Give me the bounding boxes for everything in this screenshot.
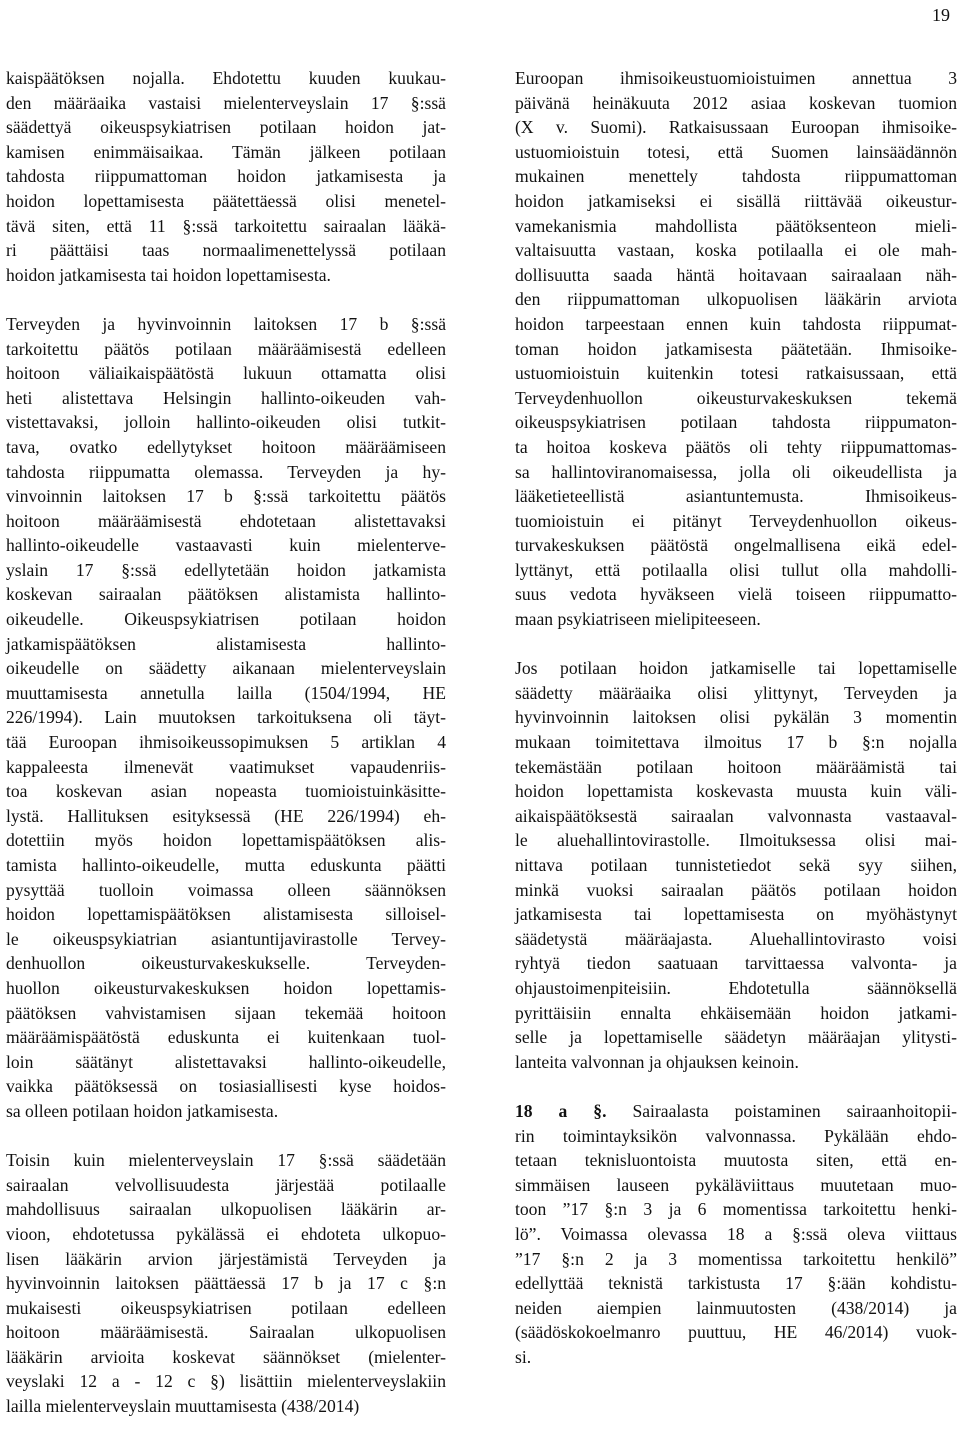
text-line: hoitoon määräämisestä. Sairaalan ulkopuolisen (6, 1322, 446, 1343)
text-line: toa koskevan asian nopeasta tuomioistuinkäsitte- (6, 781, 446, 802)
paragraph-gap (515, 1074, 957, 1099)
text-line: oikeudelle on säädetty aikanaan mielenterveyslain (6, 658, 446, 679)
text-line: hoidon jatkamisesta tai hoidon lopettamisesta. (6, 264, 331, 285)
text-line: tarkoitettu päätös potilaan määräämisestä edelleen (6, 338, 446, 359)
text-line: valtaisuutta vastaan, koska potilaalla ei ole mah- (515, 240, 957, 261)
text-line: dotettiin myös hoidon lopettamispäätöksen alis- (6, 830, 446, 851)
paragraph-gap (515, 632, 957, 657)
text-line: vinvoinnin laitoksen 17 b §:ssä tarkoitettu päätös (6, 486, 446, 507)
text-line: jatkamispäätöksen alistamisesta hallinto- (6, 633, 446, 654)
text-line: hoidon jatkamiseksi ei sisällä riittävää oikeustur- (515, 190, 957, 211)
text-line: hyvinvoinnin laitoksen päättäessä 17 b ja 17 c §:n (6, 1273, 446, 1294)
text-line: yslain 17 §:ssä edellytetään hoidon jatkamista (6, 559, 446, 580)
paragraph (6, 312, 446, 1124)
text-line: säädettyä oikeuspsykiatrisen potilaan hoidon jat- (6, 117, 446, 138)
text-line: le oikeuspsykiatrian asiantuntijavirastolle Tervey- (6, 928, 446, 949)
text-line: määräämispäätöstä eduskunta ei kuitenkaan tuol- (6, 1027, 446, 1048)
text-line: toon ”17 §:n 3 ja 6 momentissa tarkoitettu henki- (515, 1199, 957, 1220)
text-line: kaispäätöksen nojalla. Ehdotettu kuuden kuukau- (6, 68, 446, 88)
right-column (515, 66, 957, 1369)
text-line: tetaan teknisluontoista muutosta siten, että en- (515, 1150, 957, 1171)
text-line: Jos potilaan hoidon jatkamiselle tai lopettamiselle (515, 658, 957, 679)
text-line: lanteita valvonnan ja ohjauksen keinoin. (515, 1051, 799, 1072)
text-line: säädetystä määräajasta. Aluehallintovirasto voisi (515, 928, 957, 949)
text-line: mukainen menettely tahdosta riippumattoman (515, 166, 957, 187)
text-line: ta hoitoa koskeva päätös oli tehty riippumattomas- (515, 436, 957, 457)
text-line: muuttamisesta annetulla lailla (1504/1994, HE (6, 682, 446, 703)
text-line: päätöksen vahvistamisen sijaan tekemää hoitoon (6, 1002, 446, 1023)
text-line: den riippumattoman ulkopuolisen lääkärin arviota (515, 289, 957, 310)
section-heading-line (515, 1099, 957, 1124)
text-line: Terveydenhuollon oikeusturvakeskuksen tekemä (515, 387, 957, 408)
text-line: oikeuspsykiatrisen potilaan tahdosta riippumaton- (515, 412, 957, 433)
text-line: ustuomioistuin kuitenkin totesi ratkaisussaan, että (515, 363, 957, 384)
paragraph (6, 66, 446, 287)
text-line: tekemästään potilaan hoitoon määräämistä tai (515, 756, 957, 777)
text-line: toman hoidon jatkamisesta päätetään. Ihmisoike- (515, 338, 957, 359)
text-line: hoidon lopettamispäätöksen alistamisesta silloisel- (6, 904, 446, 925)
text-line: ri päättäisi taas normaalimenettelyssä potilaan (6, 240, 446, 261)
text-line: heti alistettava Helsingin hallinto-oikeuden vah- (6, 387, 446, 408)
text-line: kappaleesta ilmenevät vaatimukset vapaudenriis- (6, 756, 446, 777)
text-line: tää Euroopan ihmisoikeussopimuksen 5 artiklan 4 (6, 732, 446, 753)
text-line: Terveyden ja hyvinvoinnin laitoksen 17 b §:ssä (6, 313, 446, 334)
text-line: hoitoon määräämisestä ehdotetaan alistettavaksi (6, 510, 446, 531)
text-line: tahdosta riippumattoman hoidon jatkamisesta ja (6, 166, 446, 187)
text-line: (säädöskokoelmanro puuttuu, HE 46/2014) vuok- (515, 1322, 957, 1343)
text-line: loin säätänyt alistettavaksi hallinto-oikeudelle, (6, 1051, 446, 1072)
text-line: päivänä heinäkuuta 2012 asiaa koskevan tuomion (515, 92, 957, 113)
text-line: maan psykiatriseen mielipiteeseen. (515, 609, 761, 630)
text-line: sa olleen potilaan hoidon jatkamisesta. (6, 1100, 279, 1121)
text-line: tävä siten, että 11 §:ssä tarkoitettu sairaalan lääkä- (6, 215, 446, 236)
text-line: si. (515, 1346, 532, 1367)
text-line: suus vedota hyväkseen vielä toiseen riippumatto- (515, 584, 957, 605)
text-line: sa hallintoviranomaisessa, jolla oli oikeudellista ja (515, 461, 957, 482)
text-line: ohjaustoimenpiteisiin. Ehdotetulla säännöksellä (515, 977, 957, 998)
paragraph (515, 66, 957, 632)
text-line: simmäisen lauseen pykäläviittaus muutetaan muo- (515, 1174, 957, 1195)
text-line: mahdollisuus sairaalan ulkopuolisen lääkärin ar- (6, 1199, 446, 1220)
text-line: huollon oikeusturvakeskuksen hoidon lopettamis- (6, 977, 446, 998)
page-number: 19 (932, 5, 950, 25)
paragraph (515, 1099, 957, 1370)
paragraph-gap (6, 287, 446, 312)
text-line: 226/1994). Lain muutoksen tarkoituksena oli täyt- (6, 707, 446, 728)
text-line: dollisuutta saada häntä hoitavaan sairaalaan näh- (515, 264, 957, 285)
paragraph-gap (6, 1124, 446, 1149)
text-line: lääketieteellistä asiantuntemusta. Ihmisoikeus- (515, 486, 957, 507)
text-line: hyvinvoinnin laitoksen olisi pykälän 3 momentin (515, 707, 957, 728)
text-line: sairaalan velvollisuudesta järjestää potilaalle (6, 1174, 446, 1195)
text-line: rin toimintayksikön valvonnassa. Pykälään ehdo- (515, 1125, 957, 1146)
text-line: hoidon lopettamisesta päätettäessä olisi menetel- (6, 190, 446, 211)
text-line: koskevan sairaalan päätöksen alistamista hallinto- (6, 584, 446, 605)
section-number: 18 a §. (515, 1100, 607, 1121)
text-line: neiden aiempien lainmuutosten (438/2014) ja (515, 1297, 957, 1318)
text-line: mukaan toimitettava ilmoitus 17 b §:n nojalla (515, 732, 957, 753)
text-line: veyslaki 12 a - 12 c §) lisättiin mielenterveyslakiin (6, 1371, 446, 1392)
text-line: mukaisesti oikeuspsykiatrisen potilaan edelleen (6, 1297, 446, 1318)
text-line: pysyttää tuolloin voimassa olleen säännöksen (6, 879, 446, 900)
paragraph (515, 656, 957, 1074)
text-line: Toisin kuin mielenterveyslain 17 §:ssä säädetään (6, 1150, 446, 1171)
text-line: le aluehallintovirastolle. Ilmoituksessa olisi mai- (515, 830, 957, 851)
text-line: hallinto-oikeudelle vastaavasti kuin mielenterve- (6, 535, 446, 556)
text-line: lisen lääkärin arvion järjestämistä Terveyden ja (6, 1248, 446, 1269)
text-line: ryhtyä tiedon saatuaan tarvittaessa valvonta- ja (515, 953, 957, 974)
text-line: lö”. Voimassa olevassa 18 a §:ssä oleva viittaus (515, 1223, 957, 1244)
text-line: Euroopan ihmisoikeustuomioistuimen annettua 3 (515, 68, 957, 88)
text-line: lailla mielenterveyslain muuttamisesta (438/2014) (6, 1396, 360, 1417)
text-line: tuomioistuin ei pitänyt Terveydenhuollon oikeus- (515, 510, 957, 531)
text-line: vioon, ehdotetussa pykälässä ei ehdoteta ulkopuo- (6, 1223, 446, 1244)
text-line: tamista hallinto-oikeudelle, mutta eduskunta päätti (6, 855, 446, 875)
text-line: denhuollon oikeusturvakeskukselle. Terveyden- (6, 953, 446, 974)
text-line: oikeudelle. Oikeuspsykiatrisen potilaan hoidon (6, 609, 446, 630)
text-line: den määräaika vastaisi mielenterveyslain 17 §:ssä (6, 92, 446, 113)
left-column (6, 66, 446, 1419)
text-line: vaikka päätöksessä on tosiasiallisesti kyse hoidos- (6, 1076, 446, 1097)
text-line: tahdosta riippumatta olemassa. Terveyden ja hy- (6, 461, 446, 482)
text-line: vamekanismia mahdollista päätöksenteon mieli- (515, 215, 957, 236)
text-line: hoidon tarpeestaan ennen kuin tahdosta riippumat- (515, 313, 957, 334)
text-line: minkä vuoksi sairaalan päätös potilaan hoidon (515, 879, 957, 900)
text-line: lääkärin arvioita koskevat säännökset (mielenter- (6, 1346, 446, 1367)
text-line: (X v. Suomi). Ratkaisussaan Euroopan ihmisoike- (515, 117, 957, 138)
text-line: hoitoon väliaikaispäätöstä lukuun ottamatta olisi (6, 363, 446, 384)
text-line: nittava potilaan tunnistetiedot sekä syy siihen, (515, 855, 957, 875)
text-line: pyrittäisiin ennalta ehkäisemään hoidon jatkami- (515, 1002, 957, 1023)
text-line: aikaispäätöksestä sairaalan valvonnasta vastaaval- (515, 805, 957, 826)
section-title: Sairaalasta poistaminen sairaanhoitopii- (606, 1100, 957, 1121)
text-line: hoidon lopettamista koskevasta muusta kuin väli- (515, 781, 957, 802)
text-line: lystä. Hallituksen esityksessä (HE 226/1994) eh- (6, 805, 446, 826)
text-line: säädetty määräaika olisi ylittynyt, Terveyden ja (515, 682, 957, 703)
text-line: ”17 §:n 2 ja 3 momentissa tarkoitettu henkilö” (515, 1248, 957, 1269)
text-line: vistettavaksi, jolloin hallinto-oikeuden olisi tutkit- (6, 412, 446, 433)
text-line: kamisen enimmäisaikaa. Tämän jälkeen potilaan (6, 141, 446, 162)
text-line: edellyttää teknistä tarkistusta 17 §:ään kohdistu- (515, 1273, 957, 1294)
text-line: tava, ovatko edellytykset hoitoon määräämiseen (6, 436, 446, 457)
text-line: selle ja lopettamiselle säädetyn määräajan ylitysti- (515, 1027, 957, 1048)
text-line: ustuomioistuin totesi, että Suomen lainsäädännön (515, 141, 957, 162)
text-line: turvakeskuksen päätöstä ongelmallisena eikä edel- (515, 535, 957, 556)
text-line: jatkamisesta tai lopettamisesta on myöhästynyt (515, 904, 957, 925)
paragraph (6, 1148, 446, 1419)
text-line: lyttänyt, että potilaalla olisi tullut olla mahdolli- (515, 559, 957, 580)
